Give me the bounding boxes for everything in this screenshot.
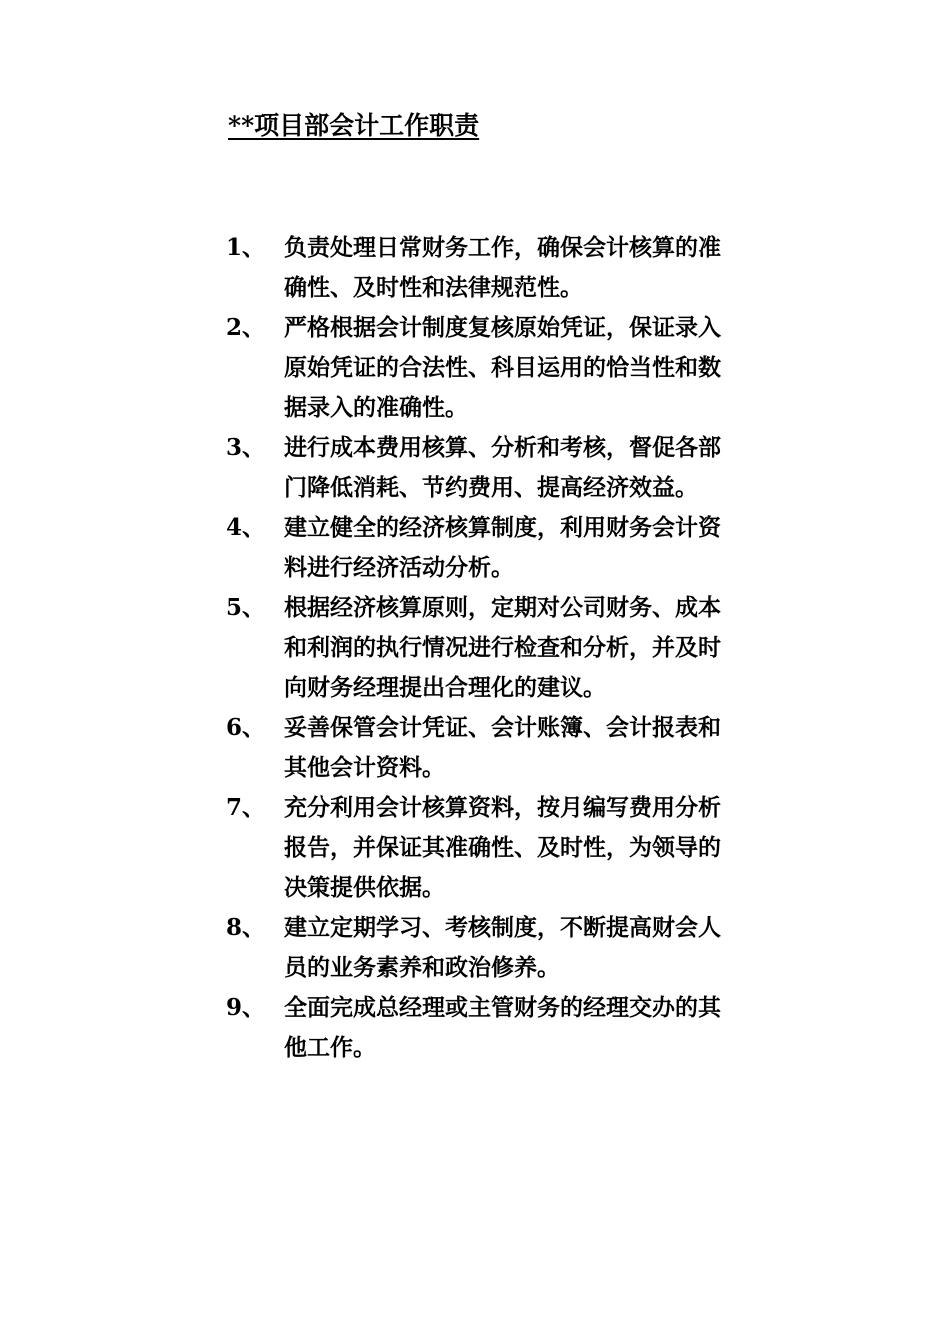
duty-text: 负责处理日常财务工作，确保会计核算的准确性、及时性和法律规范性。 (284, 234, 721, 301)
duty-item-3 (226, 428, 746, 508)
duty-text: 充分利用会计核算资料，按月编写费用分析报告，并保证其准确性、及时性，为领导的决策提供依据。 (284, 794, 721, 901)
duty-text: 全面完成总经理或主管财务的经理交办的其他工作。 (284, 994, 721, 1061)
duty-text: 根据经济核算原则，定期对公司财务、成本和利润的执行情况进行检查和分析，并及时向财务经理提出合理化的建议。 (284, 594, 721, 701)
duty-text: 严格根据会计制度复核原始凭证，保证录入原始凭证的合法性、科目运用的恰当性和数据录入的准确性。 (284, 314, 721, 421)
duty-item-5 (226, 588, 746, 708)
duty-item-9 (226, 988, 746, 1068)
duty-item-6 (226, 708, 746, 788)
duty-text: 建立定期学习、考核制度，不断提高财会人员的业务素养和政治修养。 (284, 914, 721, 981)
duty-list (226, 228, 746, 1068)
duty-item-8 (226, 908, 746, 988)
duty-text: 进行成本费用核算、分析和考核，督促各部门降低消耗、节约费用、提高经济效益。 (284, 434, 721, 501)
duty-number: 3、 (226, 434, 266, 461)
document-title: **项目部会计工作职责 (228, 111, 480, 140)
duty-item-1 (226, 228, 746, 308)
duty-number: 9、 (226, 994, 266, 1021)
duty-number: 2、 (226, 314, 266, 341)
duty-number: 4、 (226, 514, 266, 541)
duty-text: 妥善保管会计凭证、会计账簿、会计报表和其他会计资料。 (284, 714, 721, 781)
duty-number: 6、 (226, 714, 266, 741)
duty-number: 1、 (226, 234, 266, 261)
duty-item-7 (226, 788, 746, 908)
duty-text: 建立健全的经济核算制度，利用财务会计资料进行经济活动分析。 (284, 514, 721, 581)
duty-number: 8、 (226, 914, 266, 941)
duty-item-4 (226, 508, 746, 588)
duty-number: 7、 (226, 794, 266, 821)
duty-item-2 (226, 308, 746, 428)
duty-number: 5、 (226, 594, 266, 621)
